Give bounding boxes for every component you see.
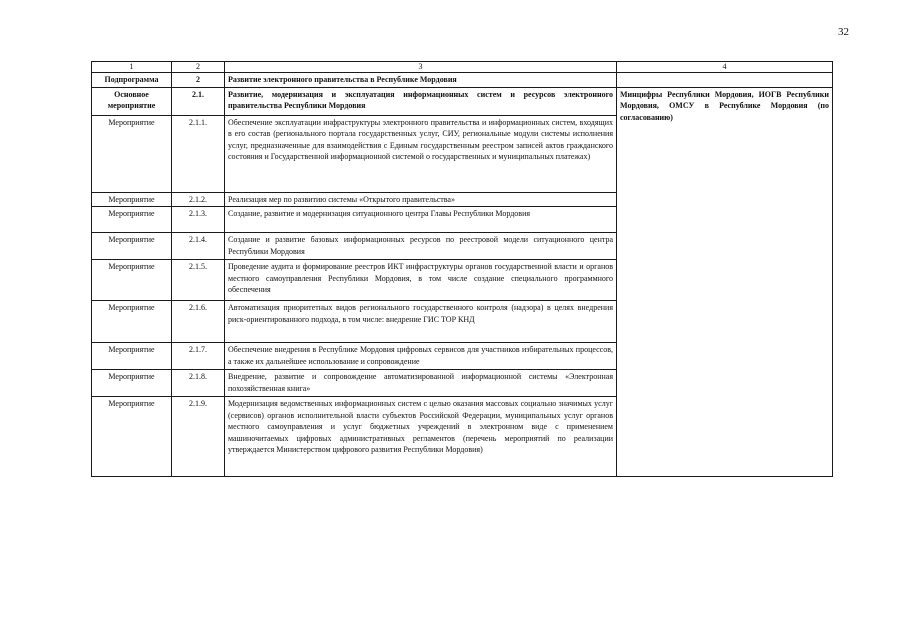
row-type: Мероприятие	[92, 343, 172, 370]
main-activity-row	[92, 87, 833, 115]
row-number: 2.1.2.	[172, 192, 225, 207]
row-text: Обеспечение эксплуатации инфраструктуры электронного правительства и информационных систем, входящих в его состав (регионального портала государственных услуг, СИУ, региональные модули системы исполнения услуг, предназначенные для взаимодействия с Единым государственным реестром записей актов гражданского состояния и Государственной информационной системой о государственных и муниципальных платежах)	[225, 115, 617, 192]
page-number: 32	[838, 26, 849, 38]
subprogram-row	[92, 73, 833, 88]
row-text: Реализация мер по развитию системы «Открытого правительства»	[225, 192, 617, 207]
empty-cell	[617, 73, 833, 88]
column-number: 2	[172, 62, 225, 73]
column-number: 4	[617, 62, 833, 73]
program-activities-table	[91, 61, 833, 477]
row-type: Основное мероприятие	[92, 87, 172, 115]
row-number: 2.1.5.	[172, 260, 225, 301]
row-text: Создание, развитие и модернизация ситуационного центра Главы Республики Мордовия	[225, 207, 617, 233]
row-text: Модернизация ведомственных информационных систем с целью оказания массовых социально значимых услуг (сервисов) органов исполнительной власти субъектов Российской Федерации, муниципальных услуг органов местного самоуправления и услуг бюджетных учреждений в электронном виде с применением машиночитаемых цифровых административных регламентов (перечень мероприятий по реализации утверждается Министерством цифрового развития Республики Мордовия)	[225, 397, 617, 477]
row-number: 2.1.3.	[172, 207, 225, 233]
column-number-row	[92, 62, 833, 73]
row-text: Проведение аудита и формирование реестров ИКТ инфраструктуры органов государственной власти и органов местного самоуправления Республики Мордовия, в том числе создание специального программного обеспечения	[225, 260, 617, 301]
row-type: Подпрограмма	[92, 73, 172, 88]
row-type: Мероприятие	[92, 115, 172, 192]
row-number: 2.1.1.	[172, 115, 225, 192]
row-text: Автоматизация приоритетных видов регионального государственного контроля (надзора) в целях внедрения риск-ориентированного подхода, в том числе: внедрение ГИС ТОР КНД	[225, 301, 617, 343]
row-type: Мероприятие	[92, 370, 172, 397]
row-number: 2.1.9.	[172, 397, 225, 477]
subprogram-title: Развитие электронного правительства в Республике Мордовия	[225, 73, 617, 88]
row-number: 2.1.8.	[172, 370, 225, 397]
row-text: Создание и развитие базовых информационных ресурсов по реестровой модели ситуационного центра Республики Мордовия	[225, 233, 617, 260]
row-type: Мероприятие	[92, 207, 172, 233]
row-number: 2.1.	[172, 87, 225, 115]
main-activity-title: Развитие, модернизация и эксплуатация информационных систем и ресурсов электронного правительства Республики Мордовия	[225, 87, 617, 115]
row-type: Мероприятие	[92, 192, 172, 207]
row-text: Обеспечение внедрения в Республике Мордовия цифровых сервисов для участников избирательных процессов, а также их дальнейшее использование и сопровождение	[225, 343, 617, 370]
row-number: 2.1.4.	[172, 233, 225, 260]
responsible-executors: Минцифры Республики Мордовия, ИОГВ Республики Мордовия, ОМСУ в Республике Мордовия (по согласованию)	[617, 87, 833, 477]
column-number: 3	[225, 62, 617, 73]
row-number: 2.1.7.	[172, 343, 225, 370]
row-number: 2.1.6.	[172, 301, 225, 343]
row-number: 2	[172, 73, 225, 88]
row-type: Мероприятие	[92, 233, 172, 260]
row-type: Мероприятие	[92, 301, 172, 343]
row-type: Мероприятие	[92, 397, 172, 477]
row-type: Мероприятие	[92, 260, 172, 301]
column-number: 1	[92, 62, 172, 73]
row-text: Внедрение, развитие и сопровождение автоматизированной информационной системы «Электронная похозяйственная книга»	[225, 370, 617, 397]
